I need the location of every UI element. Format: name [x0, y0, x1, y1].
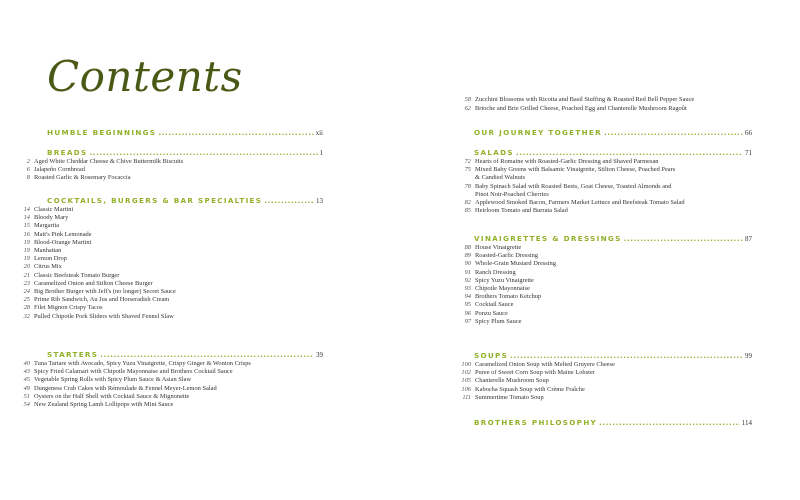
entry-title: Chanterelle Mushroom Soup [475, 377, 549, 385]
contents-entry [23, 271, 120, 280]
entry-page-number: 105 [461, 377, 471, 385]
entry-title: Brioche and Brie Grilled Cheese, Poached Egg and Chanterelle Mushroom Ragoût [475, 105, 687, 112]
contents-entry [464, 309, 508, 318]
entry-page-number: 19 [23, 247, 30, 254]
contents-entry [23, 263, 62, 271]
entry-title: Classic Martini [34, 206, 74, 213]
section-name: BREADS [47, 148, 88, 157]
contents-entry [464, 317, 522, 326]
contents-entry [23, 296, 170, 304]
contents-entry [461, 361, 615, 369]
section-page-number: 71 [745, 149, 752, 157]
entry-page-number: 91 [464, 268, 471, 276]
entry-page-number: 49 [23, 384, 30, 392]
contents-entry [23, 312, 174, 321]
contents-entry [464, 301, 514, 309]
contents-entry [23, 401, 174, 409]
entry-title: House Vinaigrette [475, 244, 522, 251]
entry-title: Brothers Tomato Ketchup [475, 293, 542, 301]
entry-title: Citrus Mix [34, 263, 62, 271]
leader-dots [158, 128, 313, 137]
section-name: STARTERS [47, 350, 99, 359]
entry-page-number: 6 [26, 166, 30, 174]
leader-dots [624, 234, 743, 243]
entry-title: Pulled Chipotle Pork Sliders with Shaved Fennel Slaw [34, 312, 174, 320]
section-name: OUR JOURNEY TOGETHER [474, 128, 602, 137]
contents-entry [464, 268, 516, 277]
leader-dots [604, 128, 743, 137]
section-name: SALADS [474, 148, 514, 157]
section-heading [47, 148, 323, 157]
contents-entry [23, 360, 251, 368]
leader-dots [599, 418, 740, 427]
leader-dots [89, 148, 317, 157]
entry-title: Mixed Baby Greens with Balsamic Vinaigrette, Stilton Cheese, Poached Pears [475, 166, 676, 174]
contents-entry [23, 288, 176, 296]
entry-title: Aged White Cheddar Cheese & Chive Buttermilk Biscuits [34, 158, 184, 165]
section-page-number: 13 [316, 197, 323, 205]
entry-page-number: 32 [23, 312, 30, 320]
contents-entry [464, 276, 534, 285]
contents-entry [461, 377, 549, 385]
entry-title: Baby Spinach Salad with Roasted Beets, Goat Cheese, Toasted Almonds and [475, 182, 672, 190]
entry-page-number: 19 [23, 255, 30, 263]
entry-page-number: 21 [23, 271, 30, 279]
entry-title: Heirloom Tomato and Burrata Salad [475, 207, 568, 215]
contents-entry [464, 166, 676, 174]
entry-page-number: 54 [23, 401, 30, 408]
entry-title: Ranch Dressing [475, 268, 516, 276]
entry-title: Ponzu Sauce [475, 309, 508, 317]
section-page-number: 1 [319, 149, 323, 157]
entry-title: Puree of Sweet Corn Soup with Maine Lobster [475, 369, 595, 377]
contents-entry [23, 255, 67, 263]
entry-page-number: 85 [464, 207, 471, 215]
entry-page-number: 95 [464, 301, 471, 309]
entry-title: Filet Mignon Crispy Tacos [34, 304, 103, 312]
entry-title: Spicy Plum Sauce [475, 317, 522, 325]
entry-page-number: 19 [23, 238, 30, 246]
entry-page-number: 20 [23, 263, 30, 271]
entry-page-number: 14 [23, 206, 30, 213]
contents-entry [26, 166, 85, 174]
contents-entry [23, 222, 60, 230]
entry-title: Cocktail Sauce [475, 301, 514, 309]
entry-page-number: 88 [464, 244, 471, 251]
leader-dots [510, 351, 743, 360]
contents-entry [23, 238, 92, 247]
section-page-number: 99 [745, 352, 752, 360]
leader-dots [100, 350, 314, 359]
section-name: VINAIGRETTES & DRESSINGS [474, 234, 622, 243]
entry-title: Spicy Yuzu Vinaigrette [475, 276, 534, 284]
contents-entry [23, 368, 233, 376]
contents-entry [26, 174, 131, 182]
contents-entry [23, 279, 153, 288]
contents-entry [23, 384, 217, 393]
entry-page-number: 14 [23, 214, 30, 222]
entry-page-number: 97 [464, 317, 471, 325]
entry-title: Prime Rib Sandwich, Au Jus and Horseradish Cream [34, 296, 170, 304]
entry-title: Spicy Fried Calamari with Chipotle Mayonnaise and Brothers Cocktail Sauce [34, 368, 233, 376]
entry-page-number: 40 [23, 360, 30, 367]
entry-page-number: 90 [464, 260, 471, 268]
entry-page-number: 58 [464, 96, 471, 103]
entry-page-number: 93 [464, 285, 471, 292]
entry-title: Caramelized Onion Soup with Melted Gruyere Cheese [475, 361, 615, 368]
contents-entry [464, 252, 539, 260]
section-heading [474, 351, 752, 360]
section-name: COCKTAILS, BURGERS & BAR SPECIALTIES [47, 196, 263, 205]
entry-title: Classic Beefsteak Tomato Burger [34, 271, 120, 279]
entry-title: Zucchini Blossoms with Ricotta and Basil Stuffing & Roasted Red Bell Pepper Sauce [475, 96, 695, 103]
entry-title: Lemon Drop [34, 255, 67, 263]
contents-entry [475, 191, 549, 199]
section-heading [474, 148, 752, 157]
contents-entry [464, 260, 556, 268]
contents-entry [464, 285, 530, 293]
entry-title: Bloody Mary [34, 214, 69, 222]
section-page-number: xii [315, 129, 323, 137]
entry-page-number: 23 [23, 279, 30, 287]
entry-page-number: 96 [464, 309, 471, 317]
contents-entry [464, 244, 522, 252]
section-page-number: 114 [741, 419, 752, 427]
entry-title: Jalapeño Cornbread [34, 166, 85, 174]
entry-page-number: 45 [23, 376, 30, 384]
contents-entry [23, 304, 103, 312]
entry-page-number: 94 [464, 293, 471, 301]
entry-title: Chipotle Mayonnaise [475, 285, 530, 292]
entry-title: Roasted Garlic & Rosemary Focaccia [34, 174, 131, 182]
section-heading [47, 128, 323, 137]
entry-title: Summertime Tomato Soup [475, 393, 544, 401]
contents-entry [464, 96, 695, 104]
contents-entry [464, 293, 542, 301]
section-page-number: 39 [316, 351, 323, 359]
entry-title: Caramelized Onion and Stilton Cheese Burger [34, 279, 153, 287]
entry-title: & Candied Walnuts [475, 174, 526, 182]
entry-page-number: 89 [464, 252, 471, 260]
section-name: BROTHERS PHILOSOPHY [474, 418, 598, 427]
entry-title: Big Brother Burger with Jeff's (no longer) Secret Sauce [34, 288, 176, 295]
section-name: HUMBLE BEGINNINGS [47, 128, 157, 137]
section-heading [47, 196, 323, 205]
section-heading [474, 418, 752, 427]
entry-page-number: 25 [23, 296, 30, 304]
entry-page-number: 2 [26, 158, 30, 165]
entry-title: Kabocha Squash Soup with Crème Fraîche [475, 385, 585, 393]
entry-page-number: 15 [23, 222, 30, 230]
entry-page-number: 106 [461, 385, 471, 393]
contents-entry [23, 247, 62, 255]
entry-title: Manhattan [34, 247, 62, 254]
contents-entry [461, 385, 585, 394]
contents-entry [475, 174, 525, 182]
section-page-number: 87 [745, 235, 752, 243]
contents-entry [462, 393, 544, 402]
contents-entry [464, 199, 685, 207]
section-heading [474, 128, 752, 137]
contents-entry [23, 206, 74, 214]
entry-title: Blood-Orange Martini [34, 238, 92, 246]
entry-page-number: 78 [464, 182, 471, 190]
entry-title: Applewood Smoked Bacon, Farmers Market Lettuce and Beefsteak Tomato Salad [475, 199, 685, 206]
entry-title: Whole-Grain Mustard Dressing [475, 260, 556, 268]
section-heading [47, 350, 323, 359]
contents-entry [23, 376, 192, 384]
entry-title: Margarita [34, 222, 60, 230]
entry-title: Pinot Noir-Poached Cherries [475, 190, 549, 198]
leader-dots [516, 148, 743, 157]
contents-entry [23, 392, 190, 401]
entry-page-number: 16 [23, 230, 30, 238]
section-heading [474, 234, 752, 243]
entry-page-number: 82 [464, 199, 471, 206]
contents-entry [464, 182, 672, 191]
entry-page-number: 92 [464, 276, 471, 284]
page-title: Contents [47, 52, 243, 101]
contents-entry [23, 214, 69, 222]
contents-entry [464, 105, 687, 113]
entry-page-number: 72 [464, 158, 471, 165]
entry-page-number: 28 [23, 304, 30, 312]
entry-page-number: 43 [23, 368, 30, 376]
entry-title: Tuna Tartare with Avocado, Spicy Yuzu Vinaigrette, Crispy Ginger & Wonton Crisps [34, 360, 251, 367]
contents-entry [26, 158, 184, 166]
contents-entry [23, 230, 92, 239]
entry-page-number: 51 [23, 392, 30, 400]
entry-title: New Zealand Spring Lamb Lollipops with Mint Sauce [34, 401, 174, 408]
entry-page-number: 62 [464, 105, 471, 112]
entry-title: Oysters on the Half Shell with Cocktail Sauce & Mignonette [34, 392, 190, 400]
entry-page-number: 24 [23, 288, 30, 295]
entry-page-number: 75 [464, 166, 471, 174]
contents-entry [464, 207, 568, 215]
entry-page-number: 8 [26, 174, 30, 182]
contents-entry [464, 158, 659, 166]
entry-title: Roasted-Garlic Dressing [475, 252, 539, 260]
entry-title: Matt's Pink Lemonade [34, 230, 92, 238]
section-page-number: 66 [745, 129, 752, 137]
entry-title: Dungeness Crab Cakes with Rémoulade & Fennel Meyer-Lemon Salad [34, 384, 217, 392]
entry-title: Vegetable Spring Rolls with Spicy Plum Sauce & Asian Slaw [34, 376, 192, 384]
entry-title: Hearts of Romaine with Roasted-Garlic Dressing and Shaved Parmesan [475, 158, 659, 165]
entry-page-number: 102 [461, 369, 471, 377]
entry-page-number: 111 [462, 393, 471, 401]
section-name: SOUPS [474, 351, 509, 360]
contents-entry [461, 369, 595, 377]
leader-dots [264, 196, 314, 205]
entry-page-number: 100 [461, 361, 471, 368]
